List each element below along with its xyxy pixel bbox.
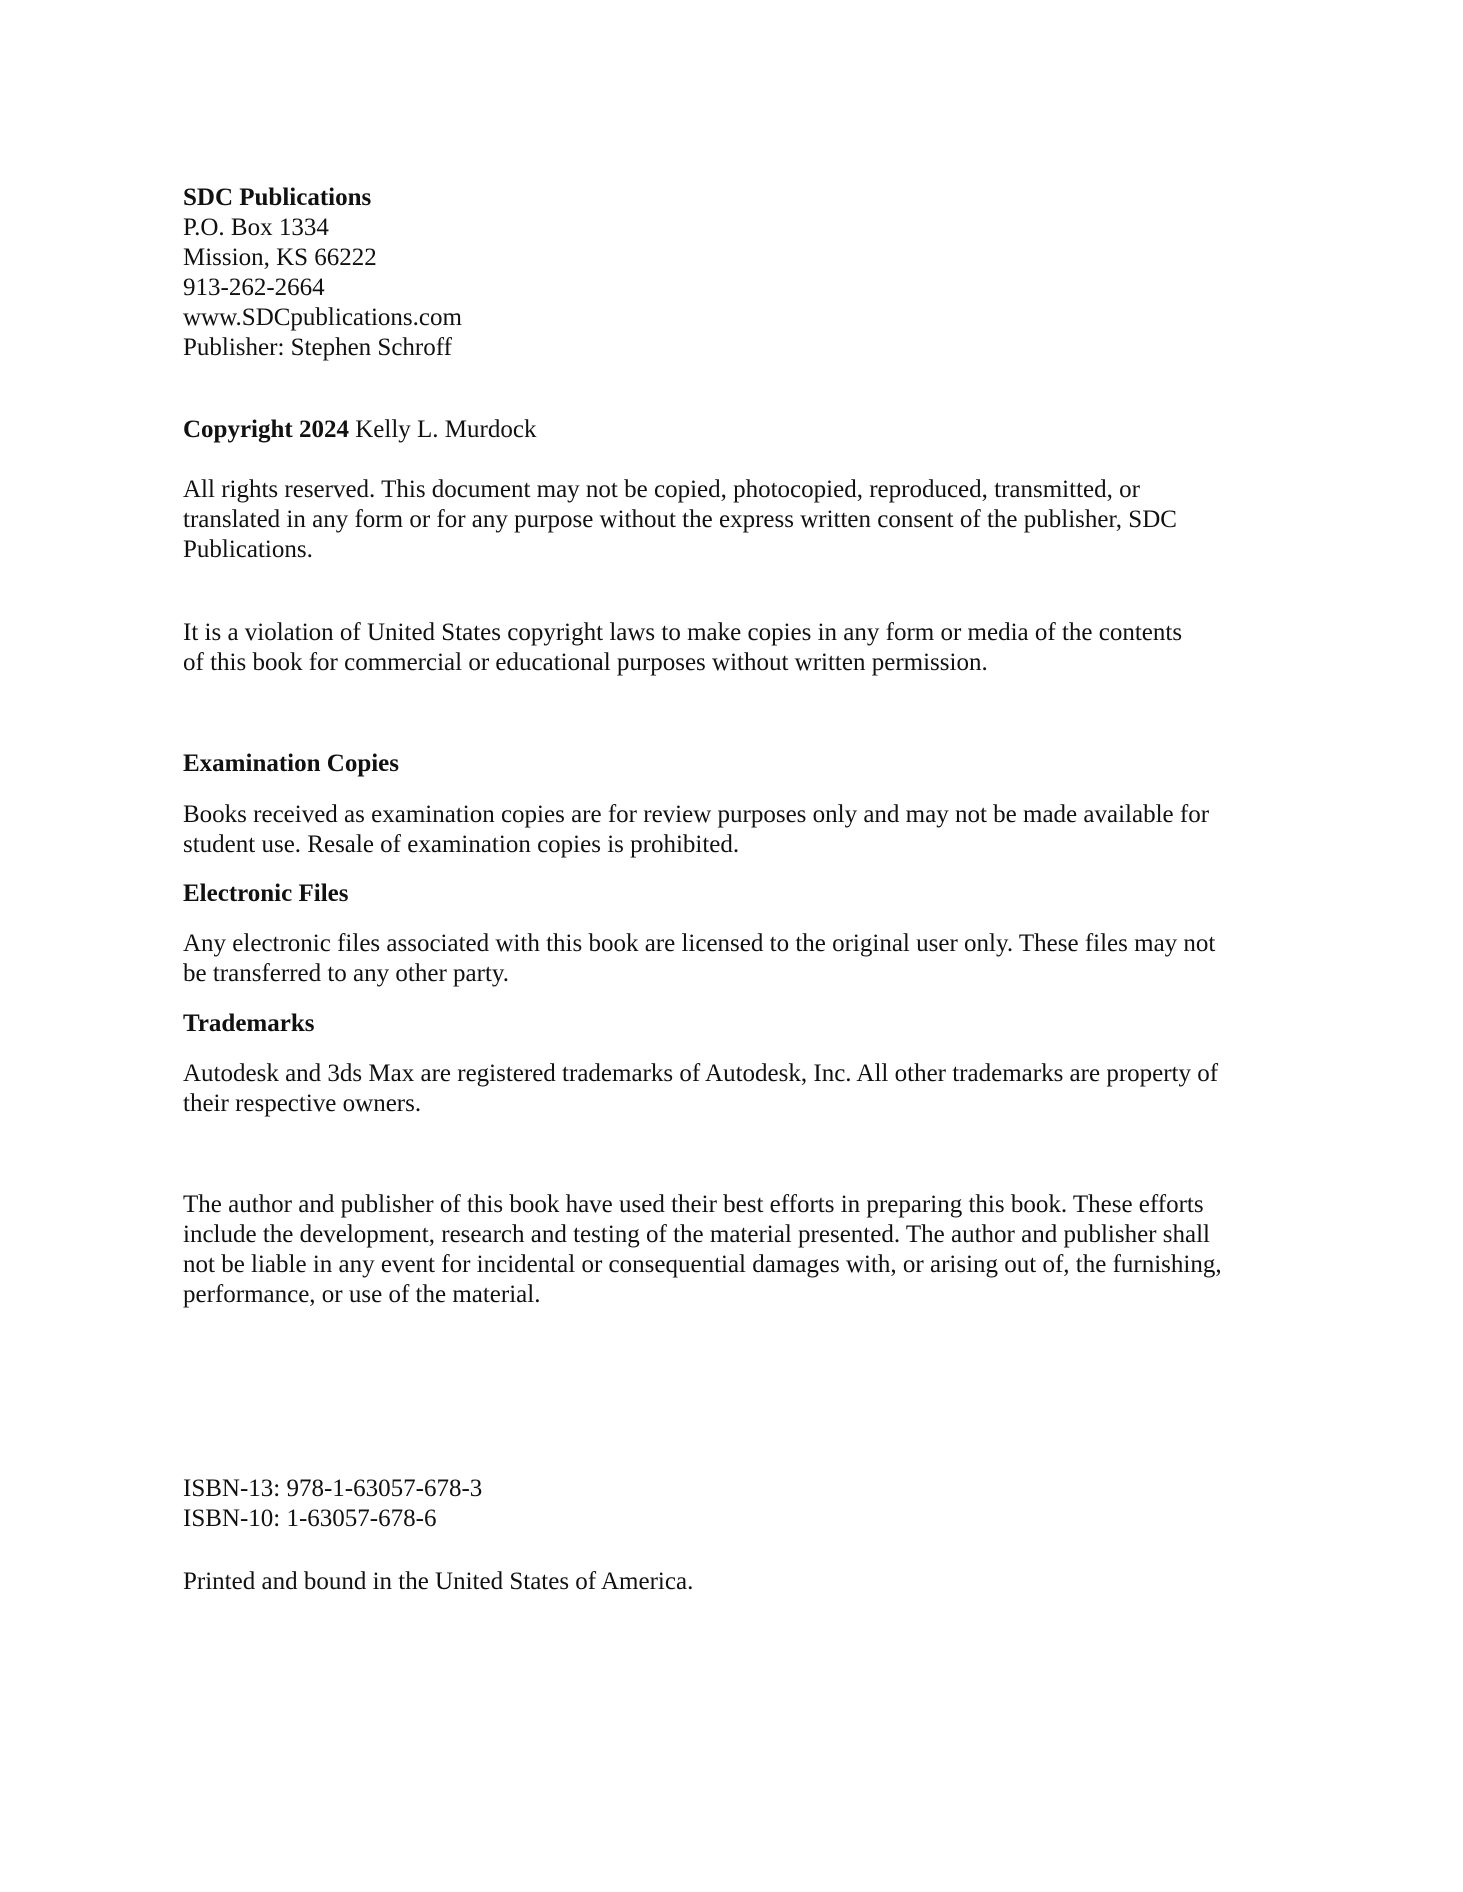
rights-paragraph (183, 475, 1263, 565)
disclaimer-paragraph (183, 1190, 1263, 1310)
isbn-13: ISBN-13: 978-1-63057-678-3 (183, 1475, 483, 1502)
rights-line-2: translated in any form or for any purpose without the express written consent of the publisher, SDC (183, 506, 1177, 533)
publisher-website: www.SDCpublications.com (183, 304, 462, 331)
copyright-holder: Kelly L. Murdock (348, 416, 537, 443)
examination-line-2: student use. Resale of examination copies is prohibited. (183, 831, 740, 858)
copyright-label: Copyright 2024 (183, 416, 349, 443)
publisher-line: Publisher: Stephen Schroff (183, 334, 452, 361)
electronic-line-2: be transferred to any other party. (183, 960, 510, 987)
publisher-block (183, 183, 1263, 363)
isbn-block (183, 1474, 1263, 1534)
electronic-section (183, 879, 1263, 909)
violation-paragraph (183, 618, 1263, 678)
disclaimer-line-2: include the development, research and testing of the material presented. The author and publisher shall (183, 1221, 1210, 1248)
electronic-line-1: Any electronic files associated with this book are licensed to the original user only. These files may not (183, 930, 1216, 957)
trademarks-line-1: Autodesk and 3ds Max are registered trademarks of Autodesk, Inc. All other trademarks are property of (183, 1060, 1219, 1087)
copyright-line (183, 415, 1263, 445)
trademarks-section (183, 1009, 1263, 1039)
violation-line-2: of this book for commercial or educational purposes without written permission. (183, 649, 988, 676)
disclaimer-line-3: not be liable in any event for incidental or consequential damages with, or arising out of, the furnishing, (183, 1251, 1222, 1278)
isbn-10: ISBN-10: 1-63057-678-6 (183, 1505, 437, 1532)
disclaimer-line-1: The author and publisher of this book have used their best efforts in preparing this book. These efforts (183, 1191, 1204, 1218)
trademarks-line-2: their respective owners. (183, 1090, 422, 1117)
publisher-name: SDC Publications (183, 184, 372, 211)
copyright-block (183, 415, 1263, 445)
printed-block (183, 1567, 1263, 1597)
electronic-heading: Electronic Files (183, 880, 349, 907)
publisher-address-line1: P.O. Box 1334 (183, 214, 329, 241)
violation-line-1: It is a violation of United States copyright laws to make copies in any form or media of the contents (183, 619, 1183, 646)
rights-line-1: All rights reserved. This document may not be copied, photocopied, reproduced, transmitted, or (183, 476, 1140, 503)
publisher-address-line2: Mission, KS 66222 (183, 244, 377, 271)
examination-heading: Examination Copies (183, 750, 400, 777)
publisher-phone: 913-262-2664 (183, 274, 325, 301)
rights-line-3: Publications. (183, 536, 313, 563)
trademarks-paragraph (183, 1059, 1263, 1119)
printed-line: Printed and bound in the United States of America. (183, 1568, 694, 1595)
disclaimer-line-4: performance, or use of the material. (183, 1281, 541, 1308)
examination-line-1: Books received as examination copies are for review purposes only and may not be made available for (183, 801, 1210, 828)
examination-paragraph (183, 800, 1263, 860)
trademarks-heading: Trademarks (183, 1010, 315, 1037)
examination-section (183, 749, 1263, 779)
electronic-paragraph (183, 929, 1263, 989)
